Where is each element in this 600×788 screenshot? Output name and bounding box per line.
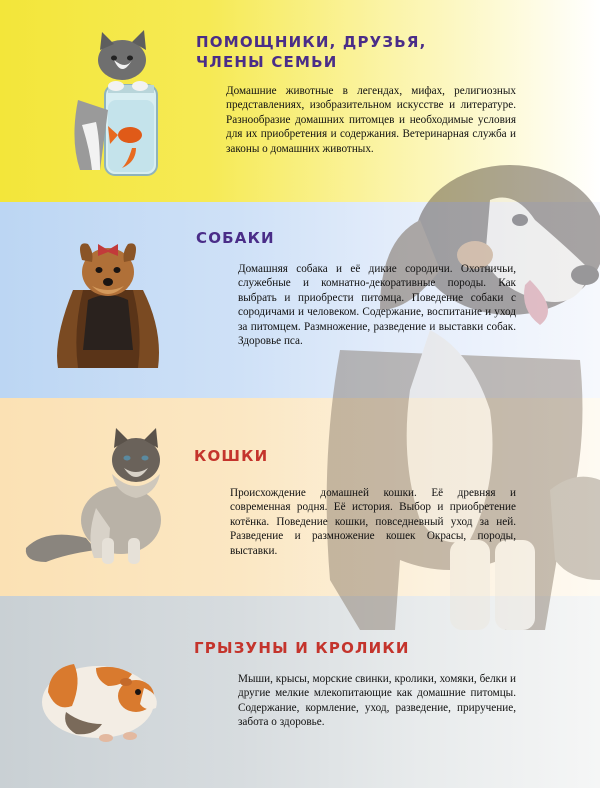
section-title-line: ПОМОЩНИКИ, ДРУЗЬЯ,	[196, 33, 427, 51]
section-title-line: ЧЛЕНЫ СЕМЬИ	[196, 53, 338, 71]
section-title-rodents: ГРЫЗУНЫ И КРОЛИКИ	[194, 639, 410, 657]
section-title-family	[196, 32, 427, 72]
kitten-with-goldfish-jar-image	[70, 30, 170, 180]
fluffy-cat-image	[16, 428, 166, 568]
section-description-family: Домашние животные в легендах, мифах, религиозных представлениях, изобразительном искусстве и литературе. Разнообразие домашних питомцев и необходимые условия для их приобретения и содержания. Ветеринарная служба и законы о домашних животных.	[226, 85, 516, 155]
bernese-dog-background-image	[300, 160, 600, 640]
section-title-dogs: СОБАКИ	[196, 229, 275, 247]
section-description-dogs: Домашняя собака и её дикие сородичи. Охотничьи, служебные и комнатно-декоративные породы. Как выбрать и приобрести питомца. Поведение собаки с сородичами и человеком. Содержание, воспитание и уход за питомцем. Размножение, разведение и выставки собак. Здоровье пса.	[238, 263, 516, 348]
guinea-pig-image	[36, 652, 160, 748]
section-description-rodents: Мыши, крысы, морские свинки, кролики, хомяки, белки и другие мелкие млекопитающие как домашние питомцы. Содержание, кормление, уход, разведение, приручение, забота о здоровье.	[238, 673, 516, 729]
section-title-cats: КОШКИ	[194, 447, 269, 465]
section-description-cats: Происхождение домашней кошки. Её древняя и современная родня. Её история. Выбор и приобретение котёнка. Поведение кошки, повседневный уход за ней. Разведение и размножение кошек Окрасы, породы, выставки.	[230, 487, 516, 557]
yorkshire-terrier-image	[48, 230, 168, 370]
